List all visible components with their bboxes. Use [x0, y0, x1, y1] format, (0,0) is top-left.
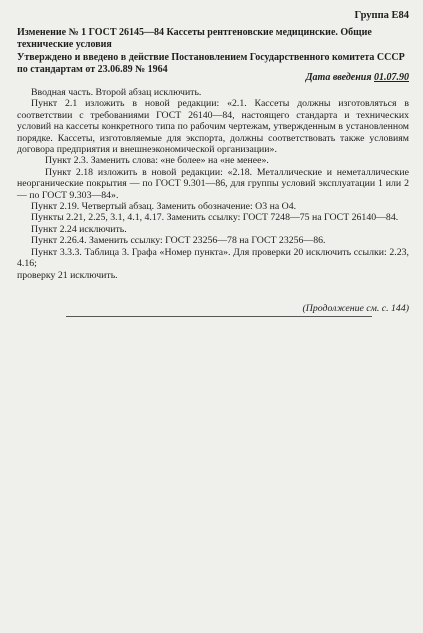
paragraph-clause-2-24: Пункт 2.24 исключить. — [31, 223, 127, 235]
paragraph-clause-3-3-3: Пункт 3.3.3. Таблица 3. Графа «Номер пункта». Для проверки 20 исключить ссылки: 2.23, 4.16; — [17, 246, 409, 270]
group-code: Группа Е84 — [354, 10, 409, 21]
amendment-title: Изменение № 1 ГОСТ 26145—84 Кассеты рентгеновские медицинские. Общие технические условия — [17, 27, 372, 50]
amendment-body — [17, 87, 409, 281]
paragraph-clause-2-3: Пункт 2.3. Заменить слова: «не более» на «не менее». — [45, 155, 269, 167]
introduction-date-label: Дата введения — [305, 72, 372, 83]
paragraph-check-21: проверку 21 исключить. — [17, 269, 118, 281]
approval-statement: Утверждено и введено в действие Постановлением Государственного комитета СССР по стандартам от 23.06.89 № 1964 — [17, 52, 405, 75]
paragraph-clause-2-1: Пункт 2.1 изложить в новой редакции: «2.1. Кассеты должны изготовляться в соответствии с требованиями ГОСТ 26140—84, настоящего стандарта и технических условий на кассеты конкретного типа по рабочим чертежам, утвержденным в установленном порядке. Кассеты, изготовляемые для экспорта, должны соответствовать также условиям договора предприятия и внешнеэкономической организации». — [17, 98, 409, 156]
introduction-date — [306, 72, 409, 83]
paragraph-clause-2-26-4: Пункт 2.26.4. Заменить ссылку: ГОСТ 23256—78 на ГОСТ 23256—86. — [31, 235, 326, 247]
paragraph-intro-part: Вводная часть. Второй абзац исключить. — [31, 87, 202, 98]
continuation-note: (Продолжение см. с. 144) — [302, 303, 409, 314]
paragraph-clauses-replace-ref: Пункты 2.21, 2.25, 3.1, 4.1, 4.17. Заменить ссылку: ГОСТ 7248—75 на ГОСТ 26140—84. — [31, 212, 399, 224]
paragraph-clause-2-19: Пункт 2.19. Четвертый абзац. Заменить обозначение: О3 на О4. — [31, 201, 297, 213]
paragraph-clause-2-18: Пункт 2.18 изложить в новой редакции: «2.18. Металлические и неметаллические неорганические покрытия — по ГОСТ 9.301—86, для группы условий эксплуатации 1 или 2 — по ГОСТ 9.303—84». — [17, 166, 409, 201]
introduction-date-value: 01.07.90 — [374, 72, 409, 83]
separator-rule — [66, 316, 372, 317]
